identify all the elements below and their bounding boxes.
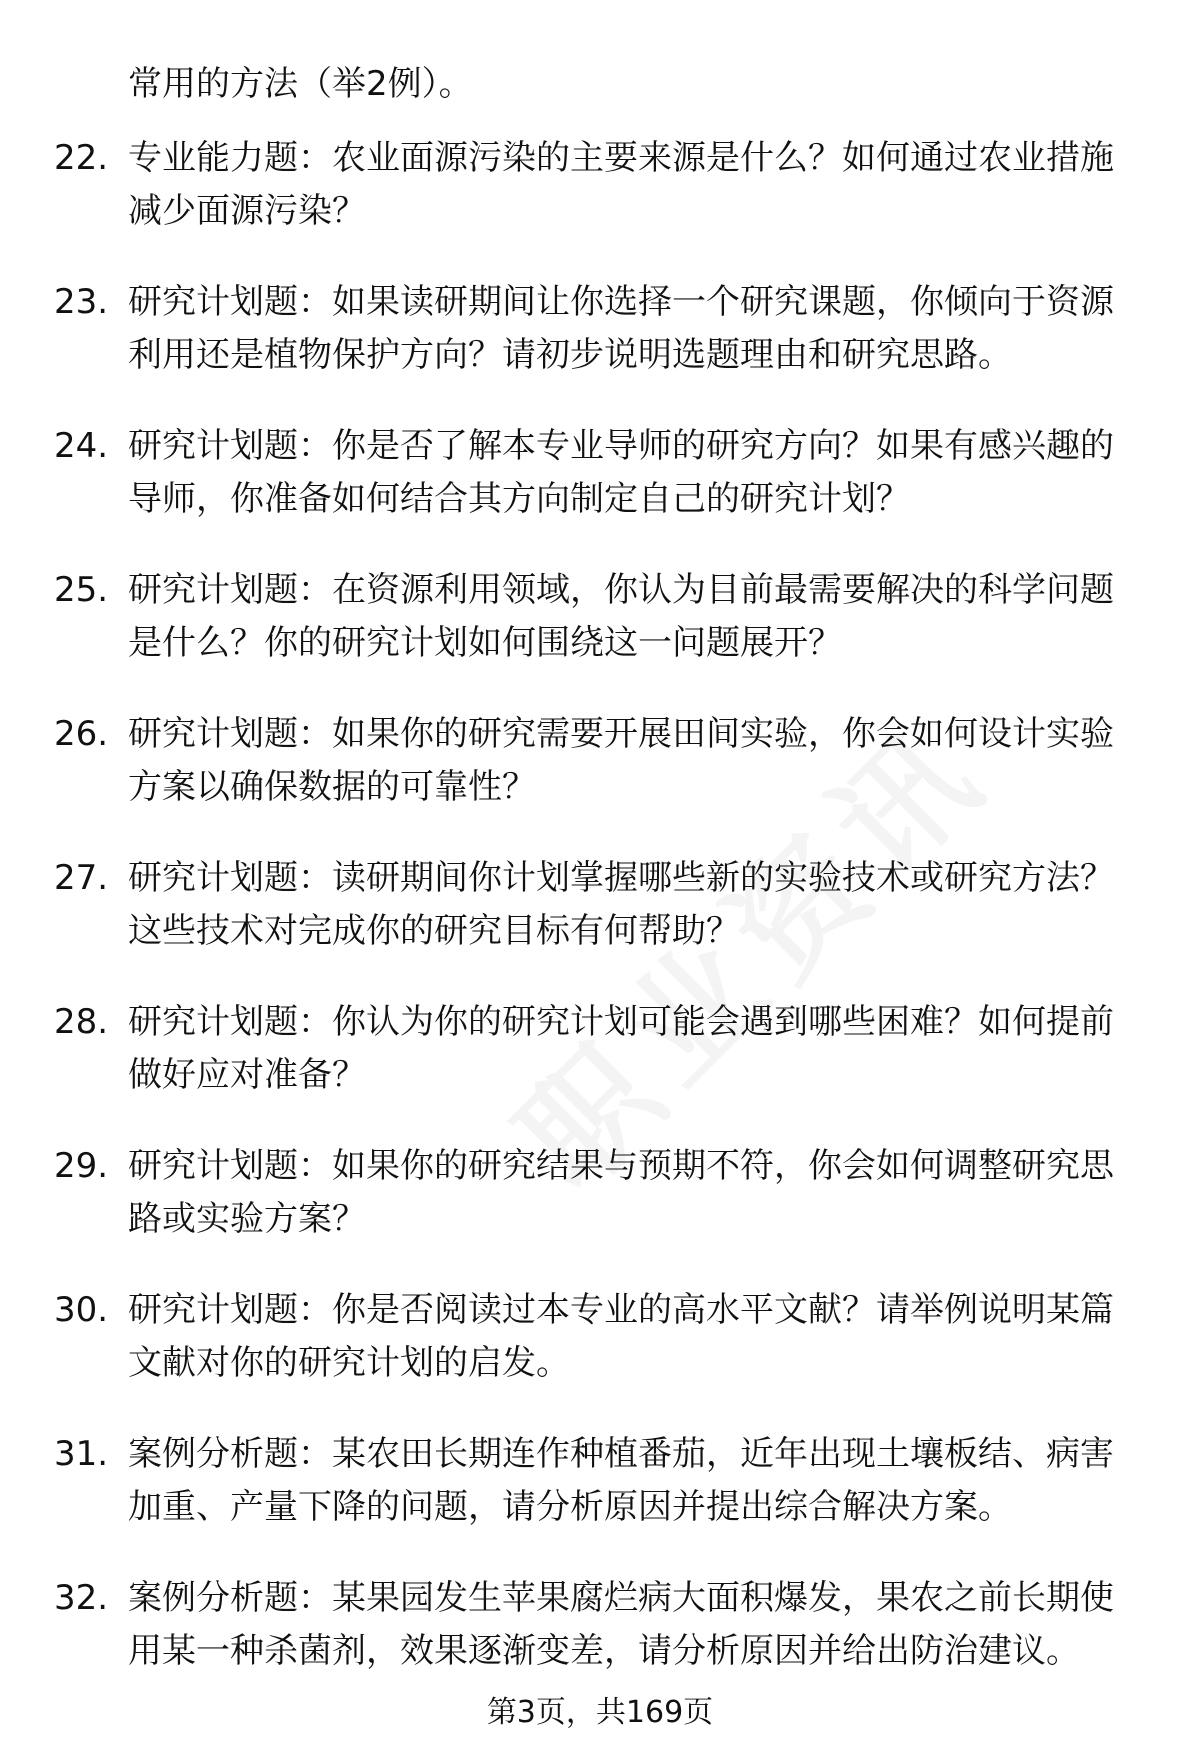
continuation-text: 常用的方法（举2例）。 — [128, 64, 473, 104]
question-item — [0, 420, 1200, 526]
question-text: 案例分析题：某果园发生苹果腐烂病大面积爆发，果农之前长期使用某一种杀菌剂，效果逐渐变差，请分析原因并给出防治建议。 — [128, 1578, 1114, 1671]
question-item — [0, 1284, 1200, 1390]
question-number: 30. — [54, 1290, 109, 1330]
question-text: 研究计划题：你是否了解本专业导师的研究方向？如果有感兴趣的导师，你准备如何结合其方向制定自己的研究计划？ — [128, 426, 1114, 519]
question-number: 31. — [54, 1434, 109, 1474]
question-number: 23. — [54, 282, 109, 322]
question-item — [0, 852, 1200, 958]
question-item — [0, 996, 1200, 1102]
question-text: 案例分析题：某农田长期连作种植番茄，近年出现土壤板结、病害加重、产量下降的问题，请分析原因并提出综合解决方案。 — [128, 1434, 1114, 1527]
question-number: 24. — [54, 426, 109, 466]
question-number: 26. — [54, 714, 109, 754]
question-item — [0, 1428, 1200, 1534]
question-number: 22. — [54, 138, 109, 178]
question-item — [0, 1572, 1200, 1678]
question-item — [0, 276, 1200, 382]
question-item — [0, 1140, 1200, 1246]
question-item — [0, 564, 1200, 670]
question-item — [0, 708, 1200, 814]
question-item — [0, 132, 1200, 238]
question-number: 27. — [54, 858, 109, 898]
question-number: 25. — [54, 570, 109, 610]
question-list — [0, 132, 1200, 1716]
question-text: 研究计划题：读研期间你计划掌握哪些新的实验技术或研究方法？这些技术对完成你的研究目标有何帮助？ — [128, 858, 1114, 951]
question-number: 29. — [54, 1146, 109, 1186]
question-text: 研究计划题：如果你的研究需要开展田间实验，你会如何设计实验方案以确保数据的可靠性？ — [128, 714, 1114, 807]
question-text: 研究计划题：如果你的研究结果与预期不符，你会如何调整研究思路或实验方案？ — [128, 1146, 1114, 1239]
question-text: 研究计划题：你是否阅读过本专业的高水平文献？请举例说明某篇文献对你的研究计划的启发。 — [128, 1290, 1114, 1383]
question-number: 28. — [54, 1002, 109, 1042]
question-text: 研究计划题：你认为你的研究计划可能会遇到哪些困难？如何提前做好应对准备？ — [128, 1002, 1114, 1095]
page-footer: 第3页，共169页 — [486, 1695, 714, 1730]
question-text: 研究计划题：如果读研期间让你选择一个研究课题，你倾向于资源利用还是植物保护方向？请初步说明选题理由和研究思路。 — [128, 282, 1114, 375]
question-number: 32. — [54, 1578, 109, 1618]
question-text: 专业能力题：农业面源污染的主要来源是什么？如何通过农业措施减少面源污染？ — [128, 138, 1114, 231]
question-text: 研究计划题：在资源利用领域，你认为目前最需要解决的科学问题是什么？你的研究计划如何围绕这一问题展开？ — [128, 570, 1114, 663]
